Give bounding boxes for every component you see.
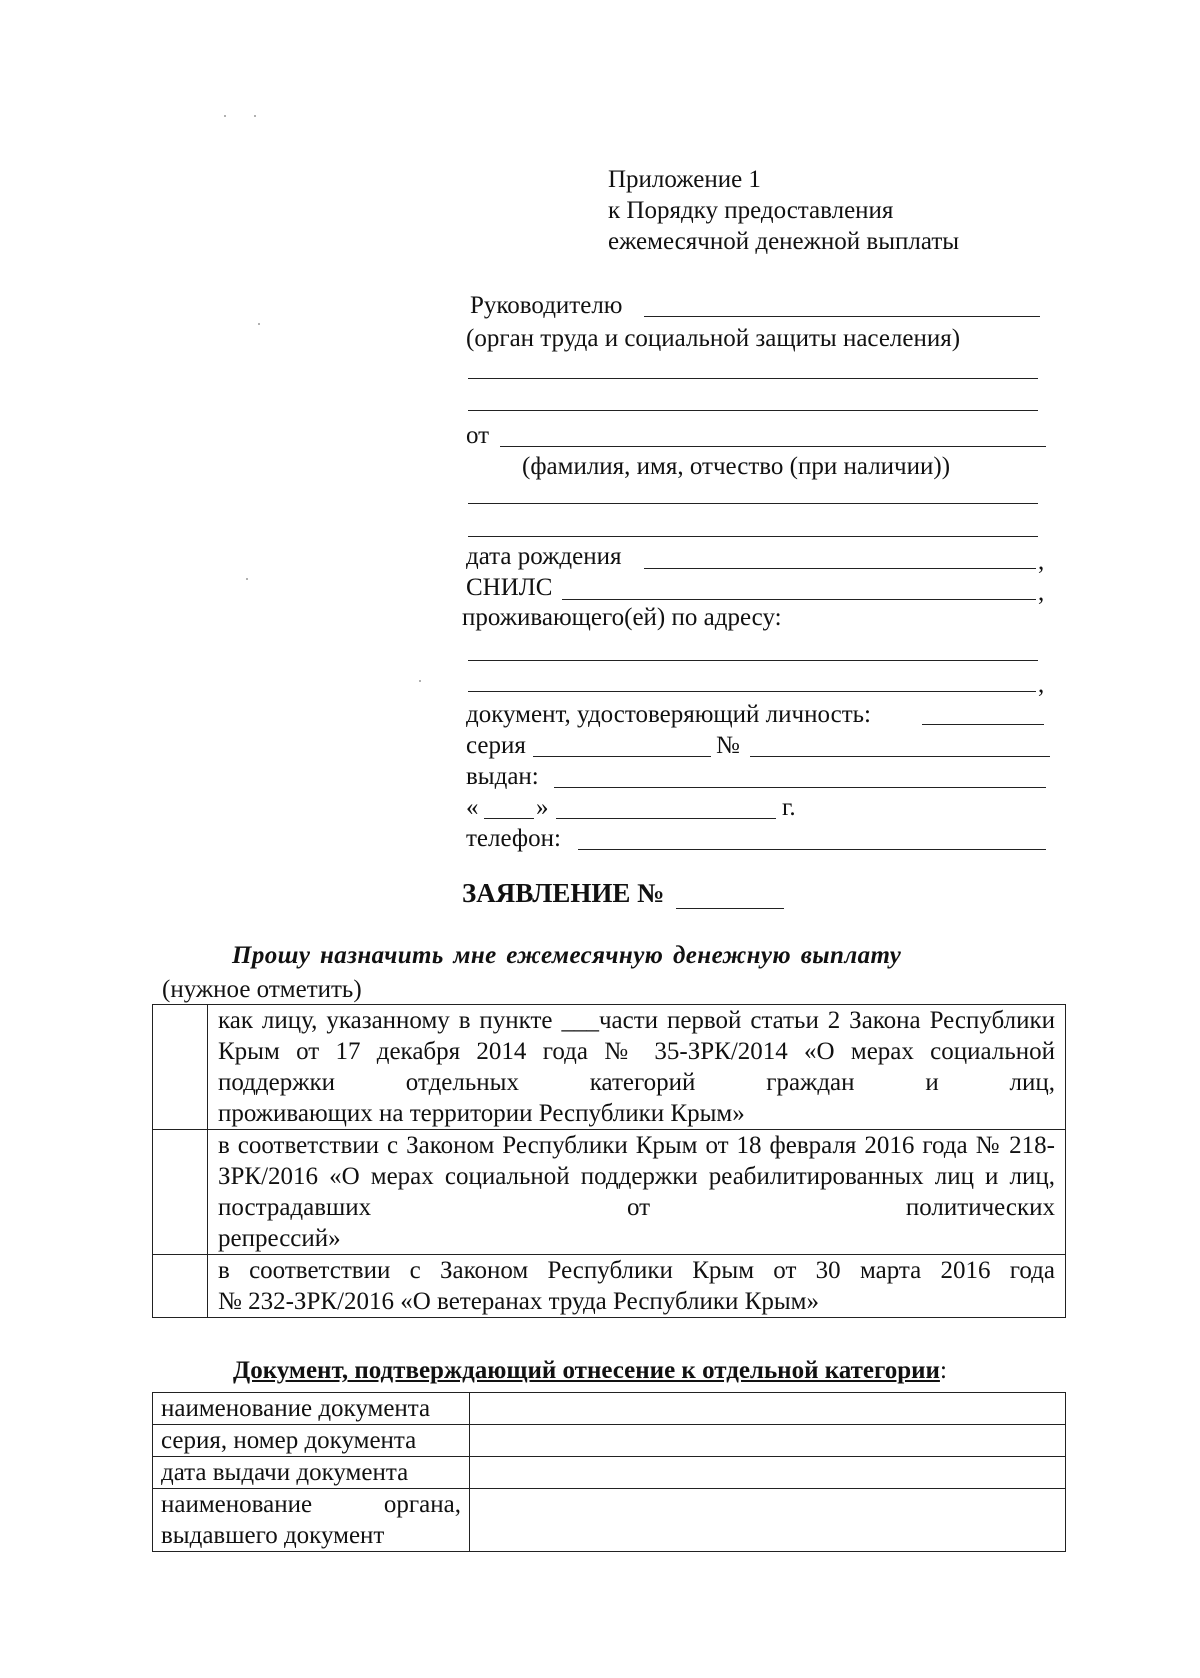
document-row xyxy=(153,1489,1066,1552)
to-extra-line-1[interactable] xyxy=(468,378,1038,379)
category-text-3-body: в соответствии с Законом Республики Крым от 30 марта 2016 года xyxy=(218,1257,1055,1284)
phone-field-line[interactable] xyxy=(578,849,1046,850)
series-field-line[interactable] xyxy=(533,756,711,757)
birth-date-field-line[interactable] xyxy=(644,568,1036,569)
document-row xyxy=(153,1425,1066,1457)
category-text-2-last: репрессий» xyxy=(218,1225,341,1252)
application-number-line[interactable] xyxy=(676,908,784,909)
appendix-line-2: к Порядку предоставления xyxy=(608,197,894,224)
snils-comma: , xyxy=(1038,579,1045,606)
address-label: проживающего(ей) по адресу: xyxy=(462,604,782,631)
issuing-authority-label-line-1: наименование органа, xyxy=(161,1491,461,1518)
issuing-authority-label-line-2: выдавшего документ xyxy=(161,1522,385,1549)
year-suffix: г. xyxy=(782,794,796,821)
scan-speck xyxy=(246,578,248,580)
date-month-year-field-line[interactable] xyxy=(556,818,776,819)
category-table xyxy=(152,1004,1066,1318)
birth-date-label: дата рождения xyxy=(466,543,622,570)
category-row xyxy=(153,1255,1066,1318)
snils-label: СНИЛС xyxy=(466,574,553,601)
from-extra-line-1[interactable] xyxy=(468,503,1038,504)
address-line-2[interactable] xyxy=(468,691,1036,692)
request-text: Прошу назначить мне ежемесячную денежную выплату xyxy=(232,942,902,969)
address-comma: , xyxy=(1038,671,1045,698)
document-name-label: наименование документа xyxy=(153,1393,470,1425)
to-label: Руководителю xyxy=(470,292,623,319)
from-field-line[interactable] xyxy=(500,446,1046,447)
series-label: серия xyxy=(466,732,526,759)
request-note: (нужное отметить) xyxy=(162,976,362,1003)
number-field-line[interactable] xyxy=(750,756,1050,757)
document-section-heading xyxy=(233,1357,947,1385)
category-text-1-body: как лицу, указанному в пункте ___части первой статьи 2 Закона Республики Крым от 17 декабря 2014 года № 35-ЗРК/2014 «О мерах социальной поддержки отдельных категорий граждан и лиц, xyxy=(218,1007,1055,1096)
issued-label: выдан: xyxy=(466,763,539,790)
date-day-field-line[interactable] xyxy=(484,818,534,819)
scan-speck xyxy=(258,323,260,325)
snils-field-line[interactable] xyxy=(562,599,1036,600)
date-open-quote: « xyxy=(466,794,479,821)
appendix-block xyxy=(608,164,959,257)
date-close-quote: » xyxy=(536,794,549,821)
appendix-line-1: Приложение 1 xyxy=(608,166,761,193)
to-field-line[interactable] xyxy=(644,316,1040,317)
document-date-label: дата выдачи документа xyxy=(153,1457,470,1489)
address-line-1[interactable] xyxy=(468,660,1038,661)
scan-speck xyxy=(254,115,256,117)
category-text-2 xyxy=(208,1130,1066,1255)
number-label: № xyxy=(716,732,740,759)
category-row xyxy=(153,1005,1066,1130)
category-checkbox-1[interactable] xyxy=(153,1005,208,1130)
document-section-heading-colon: : xyxy=(939,1357,947,1384)
from-extra-line-2[interactable] xyxy=(468,536,1038,537)
document-row xyxy=(153,1457,1066,1489)
birth-date-comma: , xyxy=(1038,548,1045,575)
document-section-heading-text: Документ, подтверждающий отнесение к отдельной категории xyxy=(233,1357,940,1384)
category-text-1-last: проживающих на территории Республики Крым» xyxy=(218,1100,745,1127)
to-hint: (орган труда и социальной защиты населения) xyxy=(466,325,961,352)
category-checkbox-2[interactable] xyxy=(153,1130,208,1255)
document-row xyxy=(153,1393,1066,1425)
appendix-line-3: ежемесячной денежной выплаты xyxy=(608,228,960,255)
id-document-label: документ, удостоверяющий личность: xyxy=(466,701,871,728)
document-number-label: серия, номер документа xyxy=(153,1425,470,1457)
issued-field-line[interactable] xyxy=(554,787,1046,788)
document-date-value[interactable] xyxy=(470,1457,1066,1489)
scan-speck xyxy=(419,680,421,682)
document-table xyxy=(152,1392,1066,1552)
from-hint: (фамилия, имя, отчество (при наличии)) xyxy=(522,453,951,480)
category-text-1 xyxy=(208,1005,1066,1130)
category-text-3-last: № 232-ЗРК/2016 «О ветеранах труда Республики Крым» xyxy=(218,1288,819,1315)
category-row xyxy=(153,1130,1066,1255)
document-number-value[interactable] xyxy=(470,1425,1066,1457)
phone-label: телефон: xyxy=(466,825,561,852)
issuing-authority-value[interactable] xyxy=(470,1489,1066,1552)
from-label: от xyxy=(466,422,490,449)
id-document-field-line[interactable] xyxy=(922,724,1044,725)
to-extra-line-2[interactable] xyxy=(468,410,1038,411)
category-checkbox-3[interactable] xyxy=(153,1255,208,1318)
application-title: ЗАЯВЛЕНИЕ № xyxy=(462,878,665,908)
scan-speck xyxy=(224,115,226,117)
category-text-3 xyxy=(208,1255,1066,1318)
category-text-2-body: в соответствии с Законом Республики Крым от 18 февраля 2016 года № 218-ЗРК/2016 «О мерах социальной поддержки реабилитированных лиц и лиц, пострадавших от политических xyxy=(218,1132,1055,1221)
issuing-authority-label xyxy=(153,1489,470,1552)
document-name-value[interactable] xyxy=(470,1393,1066,1425)
